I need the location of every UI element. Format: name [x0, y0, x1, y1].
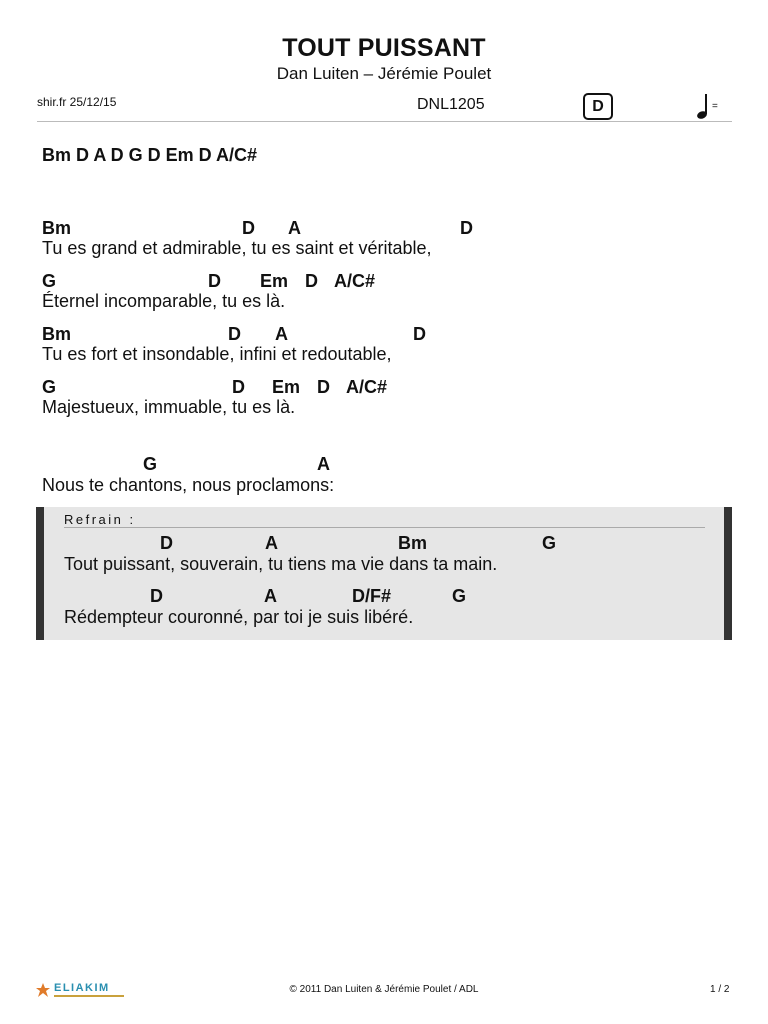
- verse-chord: A: [275, 324, 288, 344]
- tempo-equals: =: [712, 101, 718, 112]
- song-authors: Dan Luiten – Jérémie Poulet: [276, 64, 492, 83]
- verse-chord: D: [232, 377, 245, 397]
- verse-chord: Bm: [42, 324, 72, 344]
- refrain-label: Refrain :: [64, 512, 136, 527]
- refrain-chord: G: [452, 586, 467, 606]
- logo-underline: [54, 995, 124, 997]
- refrain-chord: G: [542, 533, 557, 553]
- verse-lyric: Majestueux, immuable, tu es là.: [42, 397, 296, 417]
- verse-chord: D: [317, 377, 330, 397]
- refrain-lyric: Tout puissant, souverain, tu tiens ma vie dans ta main.: [64, 554, 498, 574]
- verse-chord: D: [413, 324, 426, 344]
- key-badge: D: [583, 93, 613, 120]
- header-divider: [37, 121, 732, 122]
- refrain-chord: A: [264, 586, 277, 606]
- verse-chord: D: [242, 218, 255, 238]
- source-date: shir.fr 25/12/15: [37, 95, 117, 109]
- refrain-chord: D: [150, 586, 163, 606]
- verse-chord: A/C#: [334, 271, 376, 291]
- verse-chord: A: [288, 218, 301, 238]
- refrain-divider: [64, 527, 705, 528]
- refrain-chord: Bm: [398, 533, 428, 553]
- verse-chord: Em: [272, 377, 301, 397]
- quarter-note-icon: [694, 92, 710, 120]
- verse-chord: D: [460, 218, 473, 238]
- verse-chord: G: [42, 377, 57, 397]
- verse-lyric: Tu es grand et admirable, tu es saint et véritable,: [42, 238, 432, 258]
- tempo-indicator: [694, 92, 720, 120]
- song-title: TOUT PUISSANT: [282, 34, 486, 62]
- pre-lyric: Nous te chantons, nous proclamons:: [42, 475, 335, 495]
- verse-chord: A/C#: [346, 377, 388, 397]
- copyright: © 2011 Dan Luiten & Jérémie Poulet / ADL: [289, 984, 479, 995]
- logo-text: ELIAKIM: [54, 982, 110, 994]
- refrain-lyric: Rédempteur couronné, par toi je suis libéré.: [64, 607, 414, 627]
- song-code: DNL1205: [417, 96, 485, 113]
- verse-lyric: Tu es fort et insondable, infini et redoutable,: [42, 344, 392, 364]
- pre-chord: G: [143, 454, 158, 474]
- refrain-chord: D/F#: [352, 586, 392, 606]
- verse-chord: D: [208, 271, 221, 291]
- refrain-chord: A: [265, 533, 278, 553]
- page-number: 1 / 2: [710, 984, 730, 995]
- verse-lyric: Éternel incomparable, tu es là.: [42, 291, 286, 311]
- refrain-chord: D: [160, 533, 173, 553]
- pre-chord: A: [317, 454, 330, 474]
- verse-chord: D: [305, 271, 318, 291]
- verse-chord: Bm: [42, 218, 72, 238]
- verse-chord: Em: [260, 271, 289, 291]
- verse-chord: G: [42, 271, 57, 291]
- intro-chords: Bm D A D G D Em D A/C#: [42, 145, 258, 165]
- verse-chord: D: [228, 324, 241, 344]
